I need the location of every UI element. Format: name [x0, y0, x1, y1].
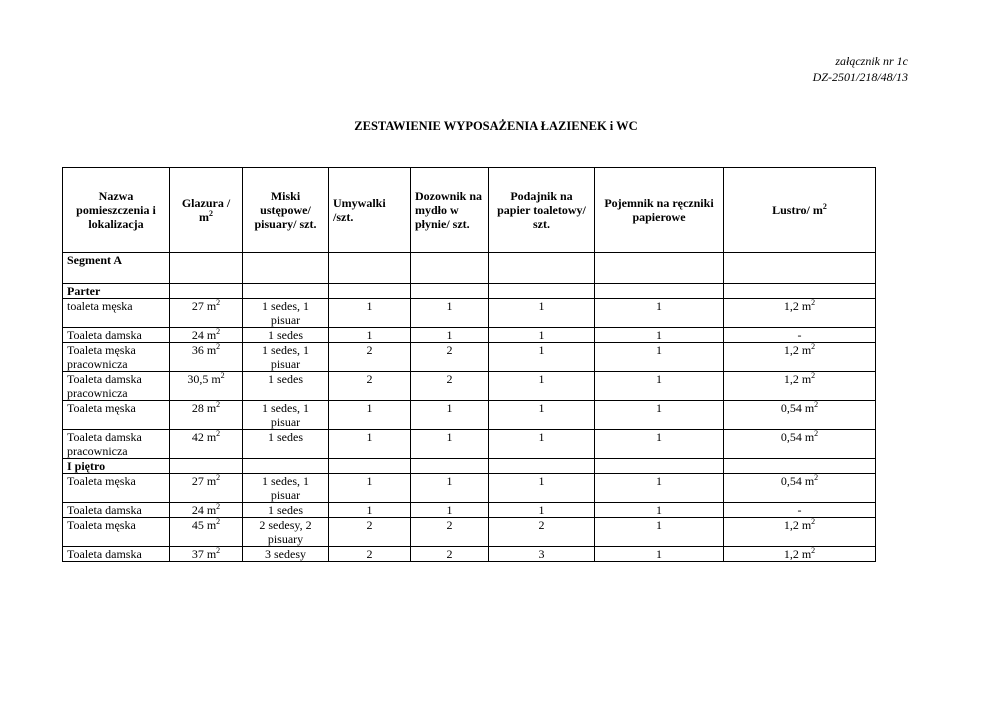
- empty-cell: [411, 459, 489, 474]
- table-cell: 36 $m^2$: [170, 343, 243, 372]
- table-cell: 1,2 $m^2$: [724, 343, 876, 372]
- table-cell: 24 $m^2$: [170, 503, 243, 518]
- empty-cell: [595, 284, 724, 299]
- attachment-number: załącznik nr 1c: [835, 54, 908, 68]
- table-cell: 1,2 $m^2$: [724, 299, 876, 328]
- table-cell: 1 sedes, 1 pisuar: [243, 343, 329, 372]
- room-name-cell: Toaleta męska: [63, 401, 170, 430]
- table-cell: 0,54 $m^2$: [724, 474, 876, 503]
- empty-cell: [170, 284, 243, 299]
- table-cell: 1,2 $m^2$: [724, 547, 876, 562]
- table-cell: 27 $m^2$: [170, 474, 243, 503]
- table-cell: 42 $m^2$: [170, 430, 243, 459]
- empty-cell: [329, 284, 411, 299]
- table-cell: 1,2 $m^2$: [724, 518, 876, 547]
- table-cell: 1 sedes: [243, 430, 329, 459]
- column-header: Lustro/ $m^2$: [724, 168, 876, 253]
- empty-cell: [724, 253, 876, 284]
- table-cell: 1: [489, 430, 595, 459]
- table-cell: 1 sedes, 1 pisuar: [243, 299, 329, 328]
- table-cell: 1 sedes: [243, 503, 329, 518]
- section-label: Parter: [63, 284, 170, 299]
- table-cell: 1: [411, 299, 489, 328]
- table-header-row: [63, 168, 876, 253]
- table-row: [63, 474, 876, 503]
- table-cell: 1: [595, 401, 724, 430]
- empty-cell: [595, 253, 724, 284]
- table-cell: 1: [329, 430, 411, 459]
- table-row: [63, 547, 876, 562]
- section-row: [63, 253, 876, 284]
- empty-cell: [243, 253, 329, 284]
- table-cell: 1: [489, 503, 595, 518]
- column-header: Podajnik na papier toaletowy/ szt.: [489, 168, 595, 253]
- table-cell: 30,5 $m^2$: [170, 372, 243, 401]
- room-name-cell: Toaleta damska pracownicza: [63, 372, 170, 401]
- document-title: ZESTAWIENIE WYPOSAŻENIA ŁAZIENEK i WC: [354, 119, 638, 133]
- room-name-cell: Toaleta męska: [63, 474, 170, 503]
- section-row: [63, 284, 876, 299]
- table-row: [63, 299, 876, 328]
- table-cell: 1: [329, 401, 411, 430]
- column-header: Miski ustępowe/ pisuary/ szt.: [243, 168, 329, 253]
- table-cell: 2: [329, 372, 411, 401]
- table-row: [63, 401, 876, 430]
- table-cell: 1: [595, 343, 724, 372]
- table-cell: 1: [595, 518, 724, 547]
- room-name-cell: toaleta męska: [63, 299, 170, 328]
- table-cell: 1: [489, 474, 595, 503]
- table-cell: 1: [411, 328, 489, 343]
- table-cell: 2: [411, 372, 489, 401]
- empty-cell: [329, 459, 411, 474]
- table-row: [63, 343, 876, 372]
- table-cell: 0,54 $m^2$: [724, 430, 876, 459]
- room-name-cell: Toaleta damska: [63, 547, 170, 562]
- document-reference: DZ-2501/218/48/13: [812, 70, 908, 84]
- empty-cell: [724, 284, 876, 299]
- table-cell: 2: [329, 518, 411, 547]
- table-cell: 1: [329, 328, 411, 343]
- column-header: Pojemnik na ręczniki papierowe: [595, 168, 724, 253]
- empty-cell: [595, 459, 724, 474]
- table-cell: 1: [595, 430, 724, 459]
- table-cell: 2: [411, 518, 489, 547]
- room-name-cell: Toaleta damska pracownicza: [63, 430, 170, 459]
- empty-cell: [170, 459, 243, 474]
- table-cell: 1: [489, 372, 595, 401]
- empty-cell: [489, 459, 595, 474]
- table-cell: 1: [595, 299, 724, 328]
- empty-cell: [724, 459, 876, 474]
- section-label: Segment A: [63, 253, 170, 284]
- table-cell: 3: [489, 547, 595, 562]
- table-cell: 1: [489, 328, 595, 343]
- table-cell: 1: [489, 401, 595, 430]
- table-cell: 1: [329, 474, 411, 503]
- room-name-cell: Toaleta damska: [63, 328, 170, 343]
- empty-cell: [243, 459, 329, 474]
- table-cell: 45 $m^2$: [170, 518, 243, 547]
- table-cell: 1 sedes, 1 pisuar: [243, 474, 329, 503]
- table-cell: 1: [411, 503, 489, 518]
- table-cell: 1: [329, 299, 411, 328]
- table-cell: 1 sedes, 1 pisuar: [243, 401, 329, 430]
- table-cell: 24 $m^2$: [170, 328, 243, 343]
- table-row: [63, 503, 876, 518]
- table-cell: 1: [329, 503, 411, 518]
- table-cell: 37 $m^2$: [170, 547, 243, 562]
- column-header: Umywalki /szt.: [329, 168, 411, 253]
- section-row: [63, 459, 876, 474]
- table-cell: 28 $m^2$: [170, 401, 243, 430]
- room-name-cell: Toaleta męska pracownicza: [63, 343, 170, 372]
- table-cell: 1,2 $m^2$: [724, 372, 876, 401]
- table-cell: 1: [489, 299, 595, 328]
- table-row: [63, 328, 876, 343]
- table-cell: -: [724, 328, 876, 343]
- empty-cell: [489, 253, 595, 284]
- table-cell: 1: [595, 547, 724, 562]
- empty-cell: [411, 284, 489, 299]
- table-cell: 0,54 $m^2$: [724, 401, 876, 430]
- table-cell: 27 $m^2$: [170, 299, 243, 328]
- table-body: [63, 253, 876, 562]
- table-cell: 1: [595, 372, 724, 401]
- table-cell: 1: [411, 401, 489, 430]
- table-cell: 1 sedes: [243, 372, 329, 401]
- empty-cell: [411, 253, 489, 284]
- table-cell: 2 sedesy, 2 pisuary: [243, 518, 329, 547]
- empty-cell: [489, 284, 595, 299]
- column-header: Glazura / $m^2$: [170, 168, 243, 253]
- table-cell: 1: [489, 343, 595, 372]
- column-header: Dozownik na mydło w płynie/ szt.: [411, 168, 489, 253]
- table-row: [63, 430, 876, 459]
- equipment-table: [62, 167, 876, 562]
- table-cell: 1 sedes: [243, 328, 329, 343]
- table-cell: 2: [489, 518, 595, 547]
- table-cell: 2: [329, 343, 411, 372]
- empty-cell: [243, 284, 329, 299]
- table-cell: 3 sedesy: [243, 547, 329, 562]
- table-cell: 1: [595, 474, 724, 503]
- table-cell: 1: [595, 328, 724, 343]
- table-cell: 1: [595, 503, 724, 518]
- room-name-cell: Toaleta męska: [63, 518, 170, 547]
- table-cell: 1: [411, 430, 489, 459]
- empty-cell: [329, 253, 411, 284]
- empty-cell: [170, 253, 243, 284]
- table-row: [63, 372, 876, 401]
- table-cell: 2: [411, 343, 489, 372]
- table-cell: 2: [411, 547, 489, 562]
- room-name-cell: Toaleta damska: [63, 503, 170, 518]
- table-cell: -: [724, 503, 876, 518]
- table-cell: 1: [411, 474, 489, 503]
- table-row: [63, 518, 876, 547]
- section-label: I piętro: [63, 459, 170, 474]
- column-header: Nazwa pomieszczenia i lokalizacja: [63, 168, 170, 253]
- table-cell: 2: [329, 547, 411, 562]
